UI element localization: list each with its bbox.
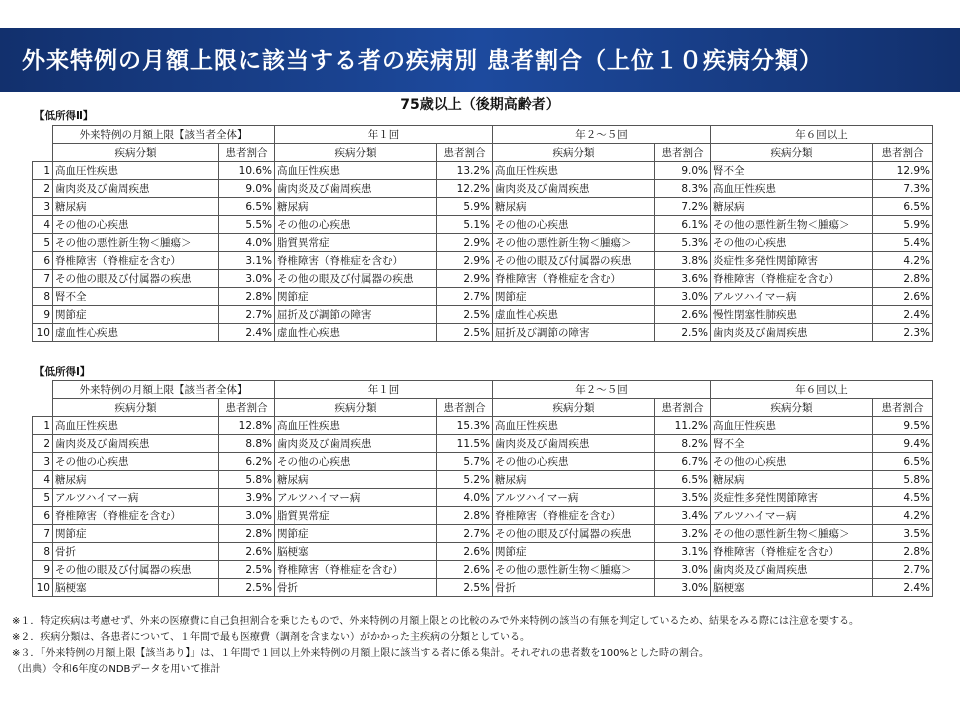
ratio-cell: 2.7% xyxy=(437,525,493,543)
column-header-disease: 疾病分類 xyxy=(493,144,655,162)
disease-cell: 腎不全 xyxy=(711,162,873,180)
column-header-ratio: 患者割合 xyxy=(655,144,711,162)
ratio-cell: 2.6% xyxy=(437,561,493,579)
rank-cell: 1 xyxy=(33,417,53,435)
ratio-cell: 5.8% xyxy=(219,471,275,489)
group-header: 年６回以上 xyxy=(711,126,933,144)
footnote-3: ※３．「外来特例の月額上限【該当あり】」は、１年間で１回以上外来特例の月額上限に該当する者に係る集計。それぞれの患者数を100%とした時の割合。 xyxy=(12,648,709,659)
disease-cell: 脂質異常症 xyxy=(275,507,437,525)
ratio-cell: 3.4% xyxy=(655,507,711,525)
header-row-columns xyxy=(33,144,933,162)
table-row xyxy=(33,561,933,579)
ratio-cell: 6.1% xyxy=(655,216,711,234)
rank-cell: 6 xyxy=(33,252,53,270)
disease-cell: 腎不全 xyxy=(53,288,219,306)
table-row xyxy=(33,216,933,234)
ratio-cell: 2.7% xyxy=(219,306,275,324)
ratio-cell: 2.6% xyxy=(219,543,275,561)
ratio-cell: 7.3% xyxy=(873,180,933,198)
table-row xyxy=(33,306,933,324)
ratio-cell: 2.9% xyxy=(437,234,493,252)
group-header: 年２～５回 xyxy=(493,381,711,399)
disease-cell: 歯肉炎及び歯周疾患 xyxy=(275,180,437,198)
ratio-cell: 9.0% xyxy=(219,180,275,198)
ratio-cell: 3.6% xyxy=(655,270,711,288)
disease-cell: 脊椎障害（脊椎症を含む） xyxy=(275,561,437,579)
ratio-cell: 9.0% xyxy=(655,162,711,180)
group-header: 外来特例の月額上限【該当者全体】 xyxy=(53,126,275,144)
table-row xyxy=(33,507,933,525)
disease-cell: その他の眼及び付属器の疾患 xyxy=(493,252,655,270)
rank-cell: 5 xyxy=(33,234,53,252)
disease-cell: 屈折及び調節の障害 xyxy=(275,306,437,324)
disease-cell: その他の心疾患 xyxy=(493,216,655,234)
rank-cell: 8 xyxy=(33,543,53,561)
disease-cell: アルツハイマー病 xyxy=(275,489,437,507)
table-row xyxy=(33,579,933,597)
disease-cell: 関節症 xyxy=(493,543,655,561)
disease-cell: 脳梗塞 xyxy=(53,579,219,597)
ratio-cell: 3.0% xyxy=(655,561,711,579)
disease-cell: 高血圧性疾患 xyxy=(711,417,873,435)
section-label-low-income-1: 【低所得Ⅰ】 xyxy=(34,366,91,378)
rank-cell: 5 xyxy=(33,489,53,507)
table-row xyxy=(33,270,933,288)
ratio-cell: 3.5% xyxy=(873,525,933,543)
ratio-cell: 5.2% xyxy=(437,471,493,489)
group-header: 年６回以上 xyxy=(711,381,933,399)
disease-cell: 糖尿病 xyxy=(53,198,219,216)
ratio-cell: 5.9% xyxy=(437,198,493,216)
disease-cell: 糖尿病 xyxy=(53,471,219,489)
rank-cell: 1 xyxy=(33,162,53,180)
rank-cell: 10 xyxy=(33,579,53,597)
ratio-cell: 2.8% xyxy=(219,525,275,543)
disease-cell: 高血圧性疾患 xyxy=(53,162,219,180)
disease-cell: その他の心疾患 xyxy=(493,453,655,471)
disease-cell: 糖尿病 xyxy=(275,198,437,216)
table-row xyxy=(33,198,933,216)
disease-cell: 関節症 xyxy=(275,288,437,306)
disease-cell: 虚血性心疾患 xyxy=(493,306,655,324)
disease-cell: 脂質異常症 xyxy=(275,234,437,252)
ratio-cell: 2.8% xyxy=(437,507,493,525)
ratio-cell: 6.7% xyxy=(655,453,711,471)
table-row xyxy=(33,180,933,198)
disease-cell: アルツハイマー病 xyxy=(53,489,219,507)
disease-cell: その他の悪性新生物＜腫瘍＞ xyxy=(493,561,655,579)
table-row xyxy=(33,417,933,435)
disease-cell: 脊椎障害（脊椎症を含む） xyxy=(493,270,655,288)
header-row-groups xyxy=(33,381,933,399)
header-row-columns xyxy=(33,399,933,417)
footnote-2: ※２．疾病分類は、各患者について、１年間で最も医療費（調剤を含まない）がかかった主疾病の分類としている。 xyxy=(12,632,530,643)
disease-cell: その他の心疾患 xyxy=(711,453,873,471)
disease-cell: 糖尿病 xyxy=(711,471,873,489)
column-header-disease: 疾病分類 xyxy=(711,144,873,162)
disease-cell: 炎症性多発性関節障害 xyxy=(711,489,873,507)
disease-cell: その他の眼及び付属器の疾患 xyxy=(493,525,655,543)
disease-cell: 腎不全 xyxy=(711,435,873,453)
ratio-cell: 3.1% xyxy=(219,252,275,270)
ratio-cell: 4.5% xyxy=(873,489,933,507)
section-label-low-income-2: 【低所得Ⅱ】 xyxy=(34,110,94,122)
column-header-ratio: 患者割合 xyxy=(219,144,275,162)
disease-cell: 歯肉炎及び歯周疾患 xyxy=(493,180,655,198)
ratio-cell: 2.6% xyxy=(655,306,711,324)
footnotes xyxy=(12,614,859,678)
footnote-source: （出典）令和6年度のNDBデータを用いて推計 xyxy=(12,664,221,675)
disease-cell: 高血圧性疾患 xyxy=(711,180,873,198)
disease-cell: 骨折 xyxy=(53,543,219,561)
column-header-disease: 疾病分類 xyxy=(275,399,437,417)
disease-cell: 関節症 xyxy=(275,525,437,543)
rank-cell: 7 xyxy=(33,525,53,543)
ratio-cell: 9.4% xyxy=(873,435,933,453)
ratio-cell: 2.7% xyxy=(873,561,933,579)
table-row xyxy=(33,288,933,306)
disease-cell: 関節症 xyxy=(493,288,655,306)
ratio-cell: 4.0% xyxy=(437,489,493,507)
ratio-cell: 2.4% xyxy=(219,324,275,342)
disease-cell: 歯肉炎及び歯周疾患 xyxy=(493,435,655,453)
table-row xyxy=(33,234,933,252)
rank-cell: 4 xyxy=(33,216,53,234)
rank-cell: 3 xyxy=(33,453,53,471)
ratio-cell: 2.9% xyxy=(437,270,493,288)
ratio-cell: 12.9% xyxy=(873,162,933,180)
group-header: 年１回 xyxy=(275,381,493,399)
ratio-cell: 3.5% xyxy=(655,489,711,507)
ratio-cell: 3.0% xyxy=(219,270,275,288)
disease-cell: その他の心疾患 xyxy=(53,216,219,234)
rank-cell: 4 xyxy=(33,471,53,489)
disease-cell: その他の悪性新生物＜腫瘍＞ xyxy=(711,216,873,234)
disease-cell: アルツハイマー病 xyxy=(711,507,873,525)
ratio-cell: 5.5% xyxy=(219,216,275,234)
ratio-cell: 2.8% xyxy=(873,270,933,288)
disease-cell: 糖尿病 xyxy=(711,198,873,216)
disease-cell: 歯肉炎及び歯周疾患 xyxy=(711,561,873,579)
disease-cell: 高血圧性疾患 xyxy=(275,417,437,435)
disease-cell: その他の心疾患 xyxy=(275,453,437,471)
column-header-ratio: 患者割合 xyxy=(655,399,711,417)
column-header-disease: 疾病分類 xyxy=(275,144,437,162)
ratio-cell: 5.7% xyxy=(437,453,493,471)
disease-cell: 糖尿病 xyxy=(493,471,655,489)
ratio-cell: 8.3% xyxy=(655,180,711,198)
table-low-income-2 xyxy=(32,125,933,342)
disease-cell: 屈折及び調節の障害 xyxy=(493,324,655,342)
disease-cell: 脊椎障害（脊椎症を含む） xyxy=(53,252,219,270)
table-row xyxy=(33,525,933,543)
rank-cell: 6 xyxy=(33,507,53,525)
ratio-cell: 2.5% xyxy=(219,561,275,579)
ratio-cell: 8.2% xyxy=(655,435,711,453)
rank-cell: 3 xyxy=(33,198,53,216)
column-header-ratio: 患者割合 xyxy=(873,144,933,162)
ratio-cell: 5.3% xyxy=(655,234,711,252)
rank-cell: 7 xyxy=(33,270,53,288)
group-header: 年１回 xyxy=(275,126,493,144)
ratio-cell: 3.0% xyxy=(655,579,711,597)
ratio-cell: 3.8% xyxy=(655,252,711,270)
ratio-cell: 6.5% xyxy=(219,198,275,216)
ratio-cell: 2.5% xyxy=(437,324,493,342)
ratio-cell: 2.8% xyxy=(873,543,933,561)
disease-cell: 慢性閉塞性肺疾患 xyxy=(711,306,873,324)
column-header-disease: 疾病分類 xyxy=(711,399,873,417)
table-low-income-1 xyxy=(32,380,933,597)
rank-cell: 9 xyxy=(33,306,53,324)
disease-cell: 骨折 xyxy=(275,579,437,597)
ratio-cell: 4.2% xyxy=(873,252,933,270)
ratio-cell: 2.5% xyxy=(219,579,275,597)
ratio-cell: 4.0% xyxy=(219,234,275,252)
disease-cell: その他の悪性新生物＜腫瘍＞ xyxy=(493,234,655,252)
disease-cell: 炎症性多発性関節障害 xyxy=(711,252,873,270)
column-header-disease: 疾病分類 xyxy=(53,144,219,162)
column-header-disease: 疾病分類 xyxy=(53,399,219,417)
table-row xyxy=(33,324,933,342)
header-blank xyxy=(33,126,53,162)
ratio-cell: 3.9% xyxy=(219,489,275,507)
disease-cell: 高血圧性疾患 xyxy=(493,417,655,435)
disease-cell: 骨折 xyxy=(493,579,655,597)
disease-cell: その他の心疾患 xyxy=(53,453,219,471)
title-banner xyxy=(0,28,960,92)
ratio-cell: 2.5% xyxy=(437,579,493,597)
ratio-cell: 2.8% xyxy=(219,288,275,306)
table-row xyxy=(33,543,933,561)
page-title: 外来特例の月額上限に該当する者の疾病別 患者割合（上位１０疾病分類） xyxy=(22,48,824,74)
disease-cell: その他の悪性新生物＜腫瘍＞ xyxy=(711,525,873,543)
column-header-ratio: 患者割合 xyxy=(437,144,493,162)
rank-cell: 2 xyxy=(33,435,53,453)
ratio-cell: 6.5% xyxy=(655,471,711,489)
ratio-cell: 5.8% xyxy=(873,471,933,489)
ratio-cell: 12.2% xyxy=(437,180,493,198)
disease-cell: 脳梗塞 xyxy=(711,579,873,597)
ratio-cell: 6.5% xyxy=(873,453,933,471)
table-row xyxy=(33,435,933,453)
disease-cell: 脊椎障害（脊椎症を含む） xyxy=(711,270,873,288)
disease-cell: 脊椎障害（脊椎症を含む） xyxy=(493,507,655,525)
ratio-cell: 3.0% xyxy=(655,288,711,306)
footnote-1: ※１．特定疾病は考慮せず、外来の医療費に自己負担割合を乗じたもので、外来特例の月額上限との比較のみで外来特例の該当の有無を判定しているため、結果をみる際には注意を要する。 xyxy=(12,616,859,627)
disease-cell: 脊椎障害（脊椎症を含む） xyxy=(53,507,219,525)
disease-cell: 関節症 xyxy=(53,525,219,543)
disease-cell: 虚血性心疾患 xyxy=(275,324,437,342)
disease-cell: 関節症 xyxy=(53,306,219,324)
header-blank xyxy=(33,381,53,417)
ratio-cell: 5.9% xyxy=(873,216,933,234)
ratio-cell: 13.2% xyxy=(437,162,493,180)
ratio-cell: 8.8% xyxy=(219,435,275,453)
ratio-cell: 2.4% xyxy=(873,579,933,597)
ratio-cell: 10.6% xyxy=(219,162,275,180)
ratio-cell: 6.2% xyxy=(219,453,275,471)
disease-cell: その他の心疾患 xyxy=(275,216,437,234)
ratio-cell: 7.2% xyxy=(655,198,711,216)
disease-cell: 糖尿病 xyxy=(275,471,437,489)
ratio-cell: 2.6% xyxy=(437,543,493,561)
ratio-cell: 4.2% xyxy=(873,507,933,525)
header-row-groups xyxy=(33,126,933,144)
disease-cell: アルツハイマー病 xyxy=(493,489,655,507)
ratio-cell: 9.5% xyxy=(873,417,933,435)
ratio-cell: 6.5% xyxy=(873,198,933,216)
group-header: 外来特例の月額上限【該当者全体】 xyxy=(53,381,275,399)
column-header-ratio: 患者割合 xyxy=(437,399,493,417)
disease-cell: 脊椎障害（脊椎症を含む） xyxy=(275,252,437,270)
disease-cell: 高血圧性疾患 xyxy=(53,417,219,435)
ratio-cell: 2.5% xyxy=(655,324,711,342)
table-row xyxy=(33,252,933,270)
group-header: 年２～５回 xyxy=(493,126,711,144)
disease-cell: アルツハイマー病 xyxy=(711,288,873,306)
disease-cell: 脳梗塞 xyxy=(275,543,437,561)
rank-cell: 9 xyxy=(33,561,53,579)
ratio-cell: 3.0% xyxy=(219,507,275,525)
rank-cell: 8 xyxy=(33,288,53,306)
page-subtitle: 75歳以上（後期高齢者） xyxy=(400,97,560,113)
ratio-cell: 2.4% xyxy=(873,306,933,324)
ratio-cell: 5.1% xyxy=(437,216,493,234)
rank-cell: 2 xyxy=(33,180,53,198)
ratio-cell: 11.2% xyxy=(655,417,711,435)
disease-cell: 歯肉炎及び歯周疾患 xyxy=(53,180,219,198)
ratio-cell: 3.2% xyxy=(655,525,711,543)
disease-cell: その他の心疾患 xyxy=(711,234,873,252)
disease-cell: 歯肉炎及び歯周疾患 xyxy=(711,324,873,342)
disease-cell: 高血圧性疾患 xyxy=(493,162,655,180)
column-header-disease: 疾病分類 xyxy=(493,399,655,417)
table-row xyxy=(33,162,933,180)
ratio-cell: 15.3% xyxy=(437,417,493,435)
disease-cell: その他の悪性新生物＜腫瘍＞ xyxy=(53,234,219,252)
table-row xyxy=(33,453,933,471)
table-row xyxy=(33,471,933,489)
ratio-cell: 2.7% xyxy=(437,288,493,306)
disease-cell: 歯肉炎及び歯周疾患 xyxy=(53,435,219,453)
column-header-ratio: 患者割合 xyxy=(873,399,933,417)
ratio-cell: 5.4% xyxy=(873,234,933,252)
table-row xyxy=(33,489,933,507)
disease-cell: その他の眼及び付属器の疾患 xyxy=(53,561,219,579)
ratio-cell: 2.3% xyxy=(873,324,933,342)
disease-cell: 脊椎障害（脊椎症を含む） xyxy=(711,543,873,561)
disease-cell: その他の眼及び付属器の疾患 xyxy=(53,270,219,288)
ratio-cell: 2.9% xyxy=(437,252,493,270)
ratio-cell: 12.8% xyxy=(219,417,275,435)
ratio-cell: 11.5% xyxy=(437,435,493,453)
disease-cell: その他の眼及び付属器の疾患 xyxy=(275,270,437,288)
disease-cell: 糖尿病 xyxy=(493,198,655,216)
ratio-cell: 2.5% xyxy=(437,306,493,324)
disease-cell: 虚血性心疾患 xyxy=(53,324,219,342)
column-header-ratio: 患者割合 xyxy=(219,399,275,417)
rank-cell: 10 xyxy=(33,324,53,342)
ratio-cell: 2.6% xyxy=(873,288,933,306)
disease-cell: 高血圧性疾患 xyxy=(275,162,437,180)
disease-cell: 歯肉炎及び歯周疾患 xyxy=(275,435,437,453)
ratio-cell: 3.1% xyxy=(655,543,711,561)
